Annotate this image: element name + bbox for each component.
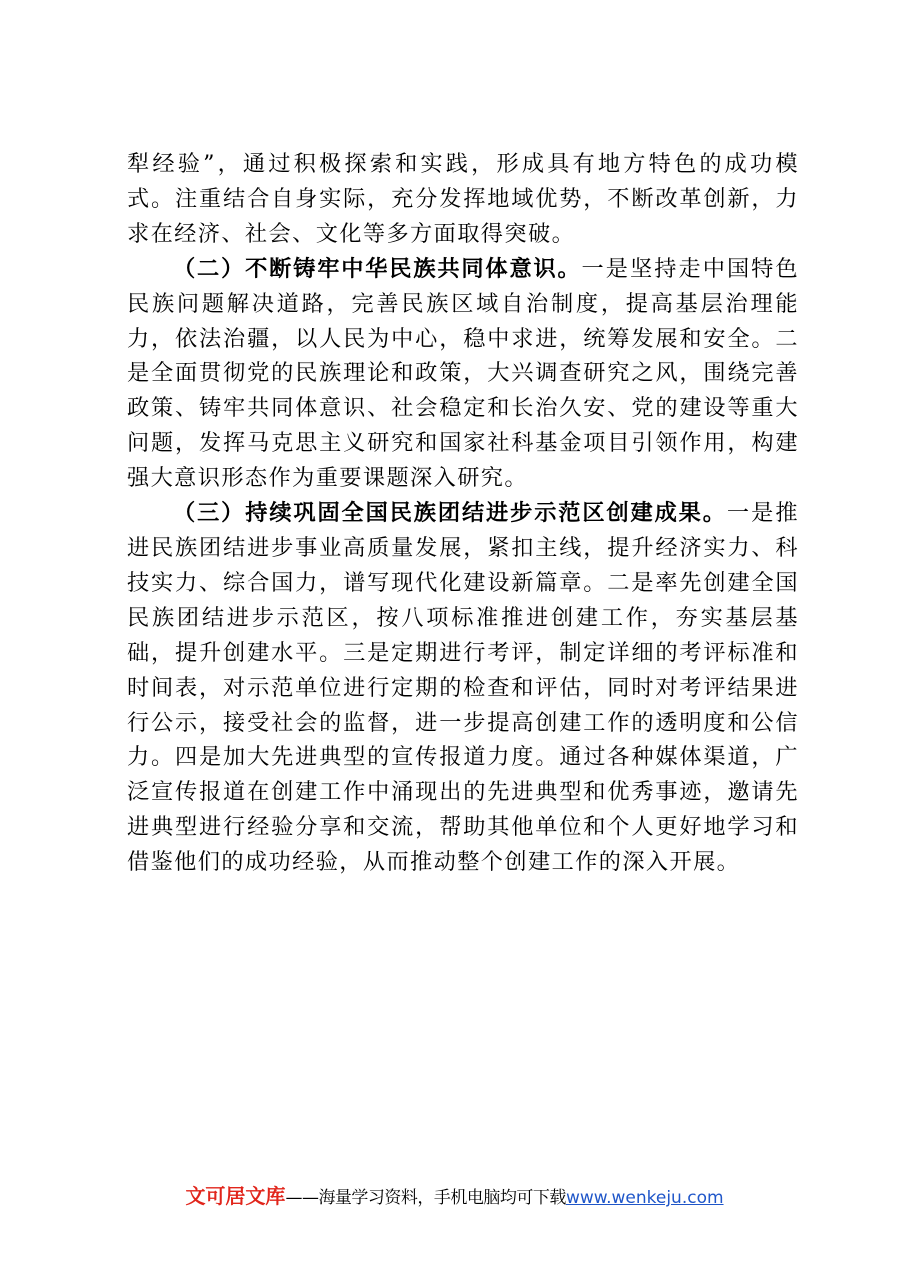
paragraph-text: 一是坚持走中国特色民族问题解决道路，完善民族区域自治制度，提高基层治理能力，依法治疆，以人民为中心，稳中求进，统筹发展和安全。二是全面贯彻党的民族理论和政策，大兴调查研究之风，围绕完善政策、铸牢共同体意识、社会稳定和长治久安、党的建设等重大问题，发挥马克思主义研究和国家社科基金项目引领作用，构建强大意识形态作为重要课题深入研究。 xyxy=(127,255,799,492)
footer-brand: 文可居文库 xyxy=(185,1184,286,1208)
page-footer xyxy=(0,1183,909,1211)
paragraph-continuation xyxy=(127,147,799,252)
section-heading-3: （三）持续巩固全国民族团结进步示范区创建成果。 xyxy=(173,500,727,527)
paragraph-text: 犁经验”，通过积极探索和实践，形成具有地方特色的成功模式。注重结合自身实际，充分发挥地域优势，不断改革创新，力求在经济、社会、文化等多方面取得突破。 xyxy=(127,151,799,247)
section-heading-2: （二）不断铸牢中华民族共同体意识。 xyxy=(173,255,582,282)
paragraph-section-3 xyxy=(127,496,799,880)
paragraph-text: 一是推进民族团结进步事业高质量发展，紧扣主线，提升经济实力、科技实力、综合国力，谱写现代化建设新篇章。二是率先创建全国民族团结进步示范区，按八项标准推进创建工作，夯实基层基础，提升创建水平。三是定期进行考评，制定详细的考评标准和时间表，对示范单位进行定期的检查和评估，同时对考评结果进行公示，接受社会的监督，进一步提高创建工作的透明度和公信力。四是加大先进典型的宣传报道力度。通过各种媒体渠道，广泛宣传报道在创建工作中涌现出的先进典型和优秀事迹，邀请先进典型进行经验分享和交流，帮助其他单位和个人更好地学习和借鉴他们的成功经验，从而推动整个创建工作的深入开展。 xyxy=(127,500,799,876)
document-body xyxy=(127,147,799,880)
footer-website-link[interactable]: www.wenkeju.com xyxy=(565,1188,724,1208)
paragraph-section-2 xyxy=(127,252,799,496)
footer-tagline: ——海量学习资料，手机电脑均可下载 xyxy=(285,1188,566,1208)
